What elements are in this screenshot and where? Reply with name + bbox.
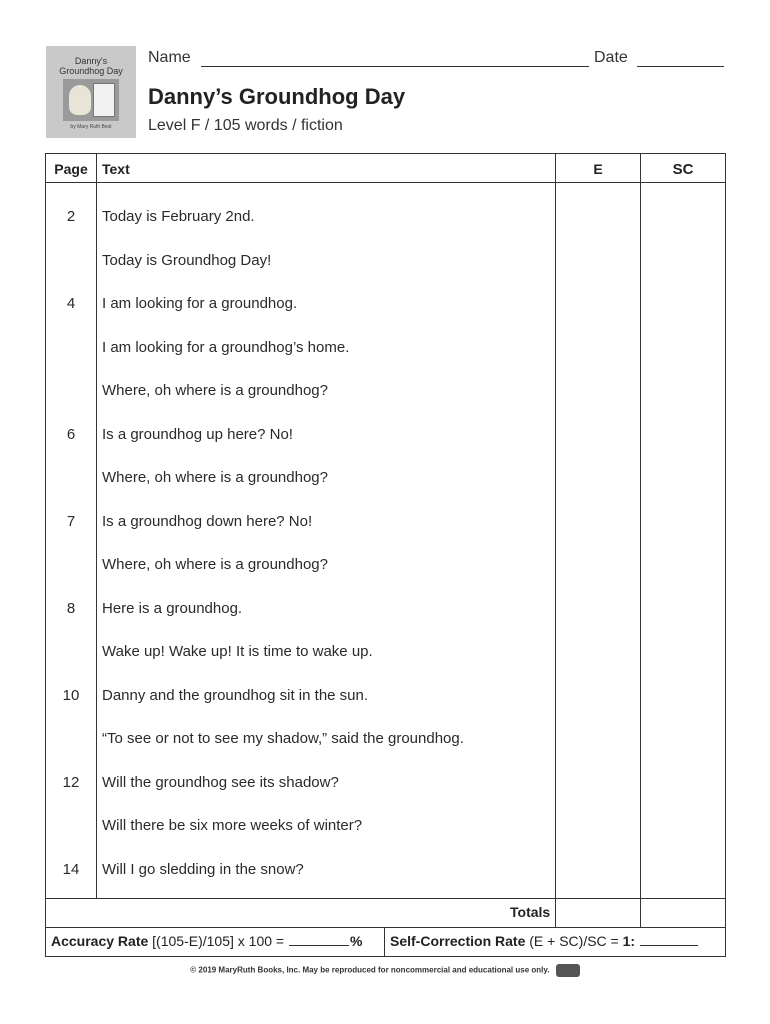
row-text: Here is a groundhog. bbox=[102, 599, 243, 617]
cover-title-line1: Danny's bbox=[74, 56, 108, 66]
row-text: Is a groundhog down here? No! bbox=[102, 512, 313, 530]
row-text: Will the groundhog see its shadow? bbox=[102, 773, 339, 791]
table-row bbox=[46, 252, 556, 272]
totals-divider bbox=[45, 898, 726, 899]
row-text: Where, oh where is a groundhog? bbox=[102, 556, 328, 573]
e-column-divider bbox=[640, 153, 641, 927]
copyright-text: © 2019 MaryRuth Books, Inc. May be reproduced for noncommercial and educational use only. bbox=[190, 965, 550, 975]
cover-author: by Mary Ruth Best bbox=[70, 124, 112, 130]
table-row bbox=[46, 295, 556, 315]
page-title: Danny’s Groundhog Day bbox=[148, 84, 406, 109]
row-text: Where, oh where is a groundhog? bbox=[102, 469, 328, 486]
table-row bbox=[46, 861, 556, 881]
row-page-number: 8 bbox=[66, 599, 76, 617]
table-row bbox=[46, 687, 556, 707]
table-row bbox=[46, 469, 556, 489]
column-header-page: Page bbox=[54, 161, 88, 177]
column-header-text: Text bbox=[102, 161, 130, 177]
page-subtitle: Level F / 105 words / fiction bbox=[148, 117, 343, 134]
row-text: Where, oh where is a groundhog? bbox=[102, 382, 328, 399]
accuracy-rate-blank[interactable] bbox=[289, 944, 349, 946]
table-row bbox=[46, 643, 556, 663]
row-text: Today is February 2nd. bbox=[102, 208, 255, 225]
name-blank-line[interactable] bbox=[201, 66, 589, 67]
table-row bbox=[46, 817, 556, 837]
row-page-number: 7 bbox=[66, 512, 76, 530]
row-page-number: 14 bbox=[62, 860, 80, 878]
table-row bbox=[46, 513, 556, 533]
row-text: Wake up! Wake up! It is time to wake up. bbox=[102, 643, 373, 660]
cover-title bbox=[46, 46, 136, 76]
row-page-number: 6 bbox=[66, 425, 76, 443]
rates-divider bbox=[45, 927, 726, 928]
date-blank-line[interactable] bbox=[637, 66, 724, 67]
table-row bbox=[46, 208, 556, 228]
row-page-number: 4 bbox=[66, 295, 76, 312]
table-row bbox=[46, 556, 556, 576]
book-cover-thumbnail bbox=[46, 46, 136, 138]
footer bbox=[0, 964, 770, 977]
row-page-number: 2 bbox=[66, 208, 76, 225]
self-correction-formula: (E + SC)/SC = bbox=[529, 933, 619, 949]
row-text: Will I go sledding in the snow? bbox=[102, 860, 304, 878]
table-row bbox=[46, 774, 556, 794]
publisher-logo bbox=[556, 964, 580, 977]
cover-dog-photo bbox=[63, 79, 119, 121]
row-text: I am looking for a groundhog. bbox=[102, 295, 298, 312]
table-row bbox=[46, 600, 556, 620]
date-label: Date bbox=[594, 49, 628, 66]
row-text: I am looking for a groundhog’s home. bbox=[102, 338, 350, 356]
row-page-number: 10 bbox=[62, 686, 80, 704]
accuracy-rate-label: Accuracy Rate bbox=[51, 933, 149, 949]
accuracy-rate-formula: [(105-E)/105] x 100 = bbox=[152, 933, 285, 949]
header-divider bbox=[45, 182, 726, 183]
accuracy-rate-unit: % bbox=[349, 933, 363, 949]
name-label: Name bbox=[148, 49, 191, 66]
totals-label: Totals bbox=[510, 904, 551, 920]
row-text: Today is Groundhog Day! bbox=[102, 251, 272, 269]
rates-column-divider bbox=[384, 927, 385, 957]
table-row bbox=[46, 339, 556, 359]
self-correction-rate bbox=[390, 933, 699, 949]
dog-image bbox=[69, 85, 91, 115]
row-text: Is a groundhog up here? No! bbox=[102, 425, 293, 443]
self-correction-ratio: 1: bbox=[622, 933, 636, 949]
row-text: Will there be six more weeks of winter? bbox=[102, 817, 363, 834]
self-correction-label: Self-Correction Rate bbox=[390, 933, 526, 949]
self-correction-blank[interactable] bbox=[640, 944, 698, 946]
table-row bbox=[46, 382, 556, 402]
column-header-e: E bbox=[593, 161, 603, 177]
cover-title-line2: Groundhog Day bbox=[59, 66, 123, 76]
row-text: “To see or not to see my shadow,” said the groundhog. bbox=[102, 730, 464, 747]
table-row bbox=[46, 730, 556, 750]
calendar-image bbox=[93, 83, 115, 117]
table-row bbox=[46, 426, 556, 446]
column-header-sc: SC bbox=[672, 161, 694, 178]
accuracy-rate bbox=[51, 933, 362, 949]
row-page-number: 12 bbox=[62, 773, 80, 791]
row-text: Danny and the groundhog sit in the sun. bbox=[102, 686, 369, 704]
